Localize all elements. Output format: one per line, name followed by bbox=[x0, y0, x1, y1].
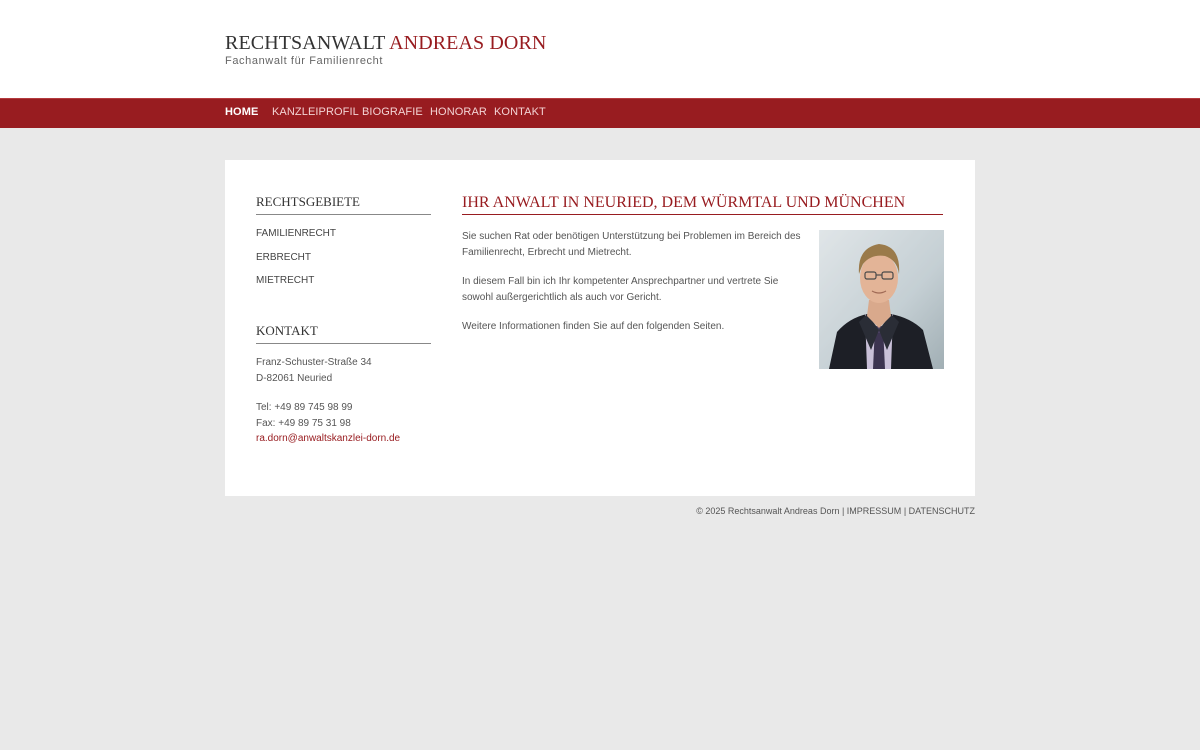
footer-separator: | bbox=[839, 506, 847, 516]
intro-paragraph: Sie suchen Rat oder benötigen Unterstützung bei Problemen im Bereich des Familienrecht, Erbrecht und Mietrecht. bbox=[462, 231, 801, 258]
page-title: IHR ANWALT IN NEURIED, DEM WÜRMTAL UND MÜNCHEN bbox=[462, 193, 943, 215]
content-panel bbox=[225, 160, 975, 496]
nav-item-honorar[interactable]: HONORAR bbox=[430, 106, 487, 118]
sidebar-link-mietrecht[interactable]: MIETRECHT bbox=[256, 275, 315, 286]
footer-separator: | bbox=[901, 506, 909, 516]
footer-link-datenschutz[interactable]: DATENSCHUTZ bbox=[908, 506, 975, 516]
site-subtitle: Fachanwalt für Familienrecht bbox=[225, 55, 384, 67]
site-title-accent: ANDREAS DORN bbox=[389, 32, 547, 54]
contact-street: Franz-Schuster-Straße 34 bbox=[256, 357, 372, 368]
site-title-name: RECHTSANWALT bbox=[225, 32, 390, 54]
footer bbox=[696, 505, 975, 517]
sidebar-link-familienrecht[interactable]: FAMILIENRECHT bbox=[256, 228, 337, 239]
sidebar-heading-rechtsgebiete: RECHTSGEBIETE bbox=[256, 194, 431, 215]
main-navigation bbox=[0, 98, 1200, 128]
nav-item-home[interactable]: HOME bbox=[225, 106, 259, 118]
site-title[interactable] bbox=[225, 31, 546, 55]
nav-item-kanzleiprofil[interactable]: KANZLEIPROFIL bbox=[272, 106, 359, 118]
portrait-photo bbox=[819, 230, 944, 369]
footer-link-impressum[interactable]: IMPRESSUM bbox=[846, 506, 902, 516]
sidebar-link-erbrecht[interactable]: ERBRECHT bbox=[256, 252, 312, 263]
footer-copyright: © 2025 Rechtsanwalt Andreas Dorn bbox=[696, 506, 840, 516]
sidebar-heading-kontakt: KONTAKT bbox=[256, 323, 431, 344]
representation-paragraph: In diesem Fall bin ich Ihr kompetenter Ansprechpartner und vertrete Sie sowohl außergerichtlich als auch vor Gericht. bbox=[462, 276, 779, 303]
nav-item-kontakt[interactable]: KONTAKT bbox=[494, 106, 546, 118]
contact-email-link[interactable]: ra.dorn@anwaltskanzlei-dorn.de bbox=[256, 433, 401, 444]
contact-fax: Fax: +49 89 75 31 98 bbox=[256, 418, 351, 429]
nav-item-biografie[interactable]: BIOGRAFIE bbox=[362, 106, 423, 118]
contact-phone: Tel: +49 89 745 98 99 bbox=[256, 402, 353, 413]
contact-city: D-82061 Neuried bbox=[256, 373, 333, 384]
info-paragraph: Weitere Informationen finden Sie auf den folgenden Seiten. bbox=[462, 321, 725, 332]
site-header bbox=[0, 0, 1200, 98]
